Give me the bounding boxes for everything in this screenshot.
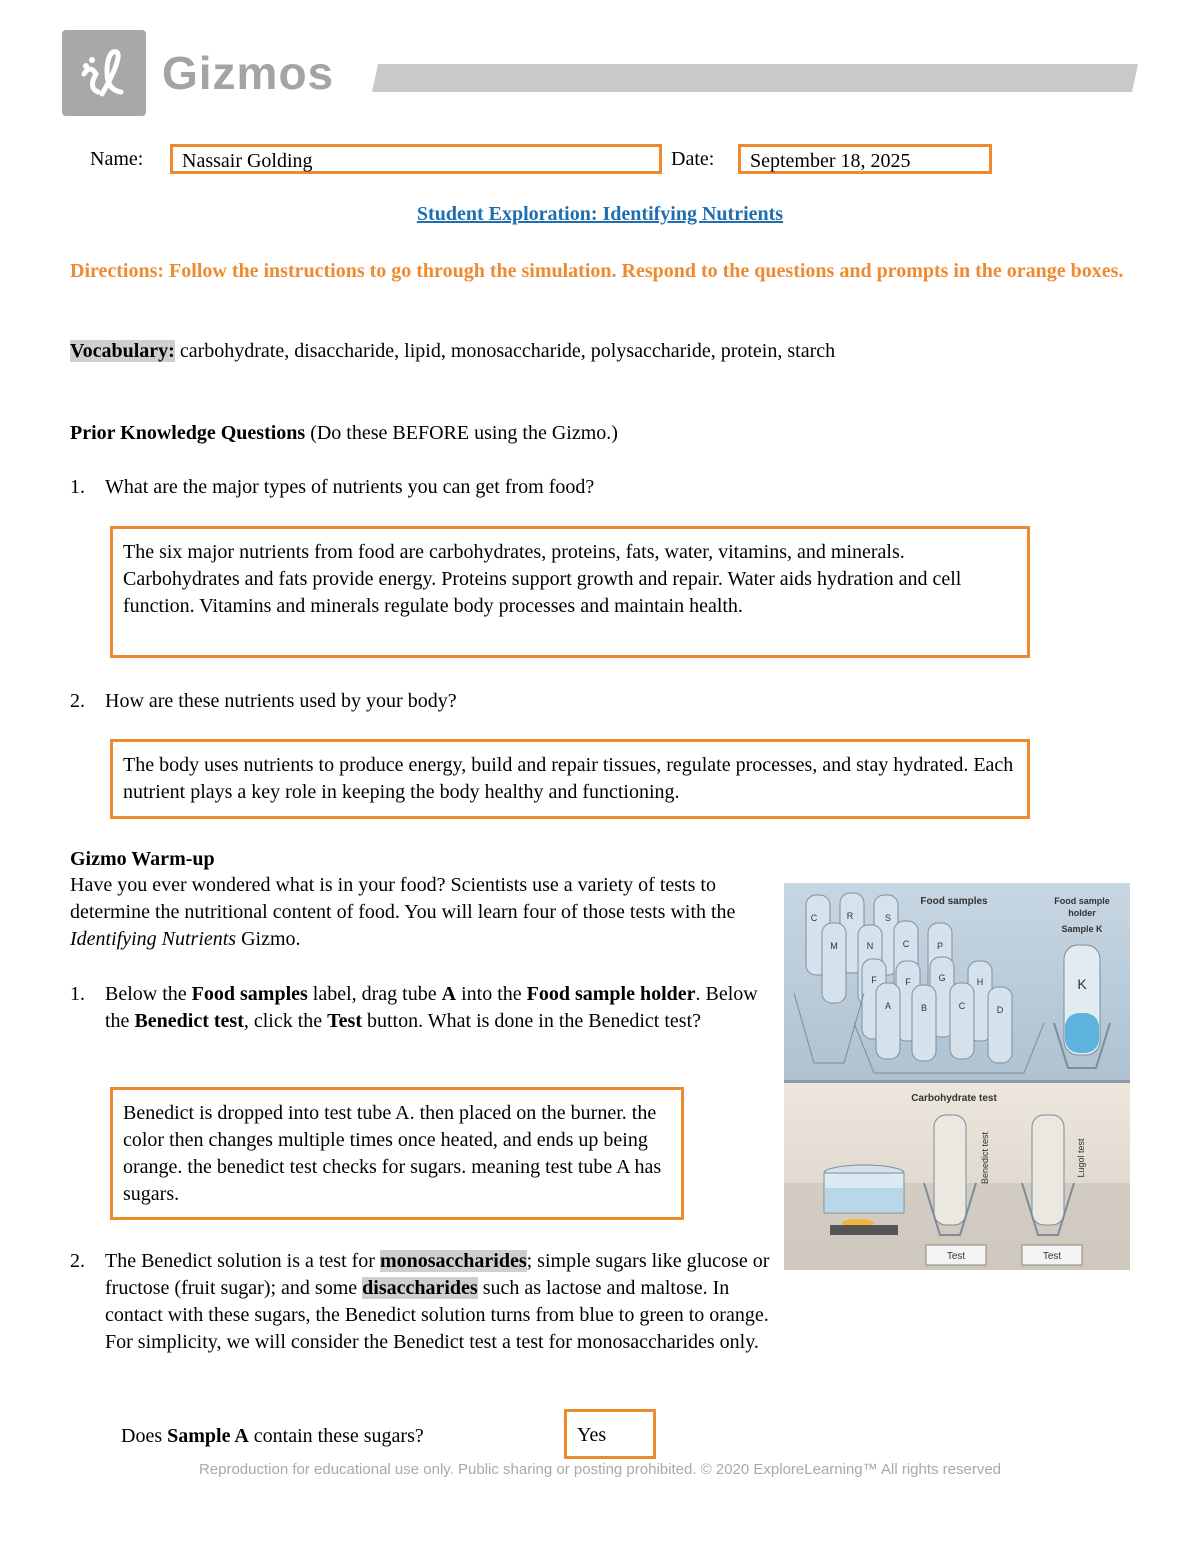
q3-bold: Sample A — [167, 1425, 249, 1447]
q1-text: , click the — [243, 1010, 328, 1032]
date-label: Date: — [671, 148, 715, 170]
tube-letter: F — [905, 977, 911, 987]
gizmos-brand: Gizmos — [162, 47, 335, 99]
q1-text: button. What is done in the Benedict test? — [362, 1010, 702, 1032]
q1-text: Below the — [105, 983, 192, 1005]
warmup-question-2 — [105, 1248, 777, 1356]
benedict-test-tube[interactable] — [934, 1115, 966, 1225]
q1-text: . Below the — [105, 983, 758, 1032]
footer-copyright: Reproduction for educational use only. Public sharing or posting prohibited. © 2020 ExploreLearning™ All rights reserved — [198, 1461, 1002, 1478]
prior-note: (Do these BEFORE using the Gizmo.) — [305, 422, 618, 444]
tube-letter: F — [871, 975, 877, 985]
tube-letter: N — [866, 941, 874, 951]
q1-text: into the — [456, 983, 527, 1005]
question-text: What are the major types of nutrients you can get from food? — [105, 476, 595, 498]
intro-text-b: Gizmo. — [236, 928, 301, 950]
prior-heading-text: Prior Knowledge Questions — [70, 422, 306, 444]
warmup-answer-1[interactable]: Benedict is dropped into test tube A. then placed on the burner. the color then changes multiple times once heated, and ends up being orange. the benedict test checks for sugars. meaning test tube A has sugars. — [110, 1087, 684, 1220]
prior-question-1 — [70, 474, 594, 501]
warmup-question-number-2: 2. — [70, 1250, 85, 1272]
prior-answer-2[interactable]: The body uses nutrients to produce energy, build and repair tissues, regulate processes, and stay hydrated. Each nutrient plays a key role in keeping the body healthy and functioning. — [110, 739, 1030, 819]
holder-sample-label: Sample K — [1061, 924, 1103, 934]
food-samples-label: Food samples — [920, 896, 988, 907]
explorelearning-logo — [62, 30, 146, 116]
vocabulary-label: Vocabulary: — [70, 340, 175, 362]
warmup-question-1 — [105, 981, 770, 1035]
vocabulary — [70, 338, 835, 365]
tube-letter: C — [958, 1001, 966, 1011]
prior-answer-1[interactable]: The six major nutrients from food are carbohydrates, proteins, fats, water, vitamins, and minerals. Carbohydrates and fats provide energy. Proteins support growth and repair. Water aids hydration and cell function. Vitamins and minerals regulate body processes and maintain health. — [110, 526, 1030, 658]
q2-text: ; simple sugars like glucose or fructose (fruit sugar); and some — [105, 1250, 770, 1299]
tube-letter: M — [830, 941, 838, 951]
tube-letter: C — [902, 939, 910, 949]
question-number: 2. — [70, 690, 85, 712]
holder-liquid — [1065, 1013, 1099, 1053]
q3-text: contain these sugars? — [248, 1425, 424, 1447]
tube-letter: S — [884, 913, 892, 923]
q2-highlight: disaccharides — [362, 1277, 478, 1299]
el-logo-icon — [62, 30, 146, 116]
date-field[interactable]: September 18, 2025 — [738, 144, 992, 174]
warmup-question-number-1: 1. — [70, 983, 85, 1005]
tube-letter: A — [884, 1001, 892, 1011]
q2-text: The Benedict solution is a test for — [105, 1250, 380, 1272]
tube-letter: H — [976, 977, 984, 987]
water-bath-water — [825, 1188, 903, 1212]
q1-bold: Test — [327, 1010, 362, 1032]
q1-bold: Benedict test — [134, 1010, 244, 1032]
warmup-intro — [70, 872, 770, 953]
tube-letter: C — [810, 913, 818, 923]
gizmo-illustration — [784, 883, 1130, 1270]
lugol-test-tube[interactable] — [1032, 1115, 1064, 1225]
gizmo-screenshot — [784, 883, 1130, 1270]
vocabulary-words: carbohydrate, disaccharide, lipid, monosaccharide, polysaccharide, protein, starch — [174, 340, 836, 362]
carbohydrate-test-label: Carbohydrate test — [911, 1093, 997, 1104]
name-label: Name: — [90, 148, 144, 170]
lugol-test-label: Lugol test — [1076, 1138, 1086, 1178]
warmup-answer-3[interactable]: Yes — [564, 1409, 656, 1459]
name-field[interactable]: Nassair Golding — [170, 144, 662, 174]
tube-letter: R — [846, 911, 854, 921]
tube-letter: P — [936, 941, 944, 951]
holder-label: Food sample — [1054, 896, 1110, 906]
holder-tube-letter: K — [1077, 976, 1087, 992]
holder-label: holder — [1068, 908, 1096, 918]
q3-text: Does — [121, 1425, 168, 1447]
page-title: Student Exploration: Identifying Nutrients — [416, 203, 784, 225]
q1-text: label, drag tube — [307, 983, 442, 1005]
benedict-test-button-label: Test — [946, 1251, 966, 1262]
tube-letter: G — [938, 973, 946, 983]
q1-bold: A — [441, 983, 457, 1005]
burner-base — [830, 1225, 898, 1235]
lugol-test-button-label: Test — [1042, 1251, 1062, 1262]
q1-bold: Food samples — [191, 983, 308, 1005]
header-bar — [372, 64, 1138, 92]
benedict-test-label: Benedict test — [980, 1131, 990, 1185]
directions: Directions: Follow the instructions to go through the simulation. Respond to the questions and prompts in the orange boxes. — [70, 260, 1124, 282]
prior-knowledge-heading — [70, 420, 618, 447]
tube-letter: B — [920, 1003, 928, 1013]
intro-text-a: Have you ever wondered what is in your food? Scientists use a variety of tests to determine the nutritional content of food. You will learn four of those tests with the — [70, 874, 736, 923]
warmup-heading: Gizmo Warm-up — [70, 848, 215, 870]
q2-highlight: monosaccharides — [379, 1250, 527, 1272]
warmup-question-3 — [121, 1423, 424, 1450]
prior-question-2 — [70, 688, 457, 715]
tube-letter: D — [996, 1005, 1004, 1015]
question-text: How are these nutrients used by your body? — [105, 690, 457, 712]
question-number: 1. — [70, 476, 85, 498]
q1-bold: Food sample holder — [526, 983, 696, 1005]
intro-gizmo-name: Identifying Nutrients — [70, 928, 237, 950]
q2-text: such as lactose and maltose. In contact with these sugars, the Benedict solution turns from blue to green to orange. For simplicity, we will consider the Benedict test a test for monosaccharides only. — [105, 1277, 769, 1353]
